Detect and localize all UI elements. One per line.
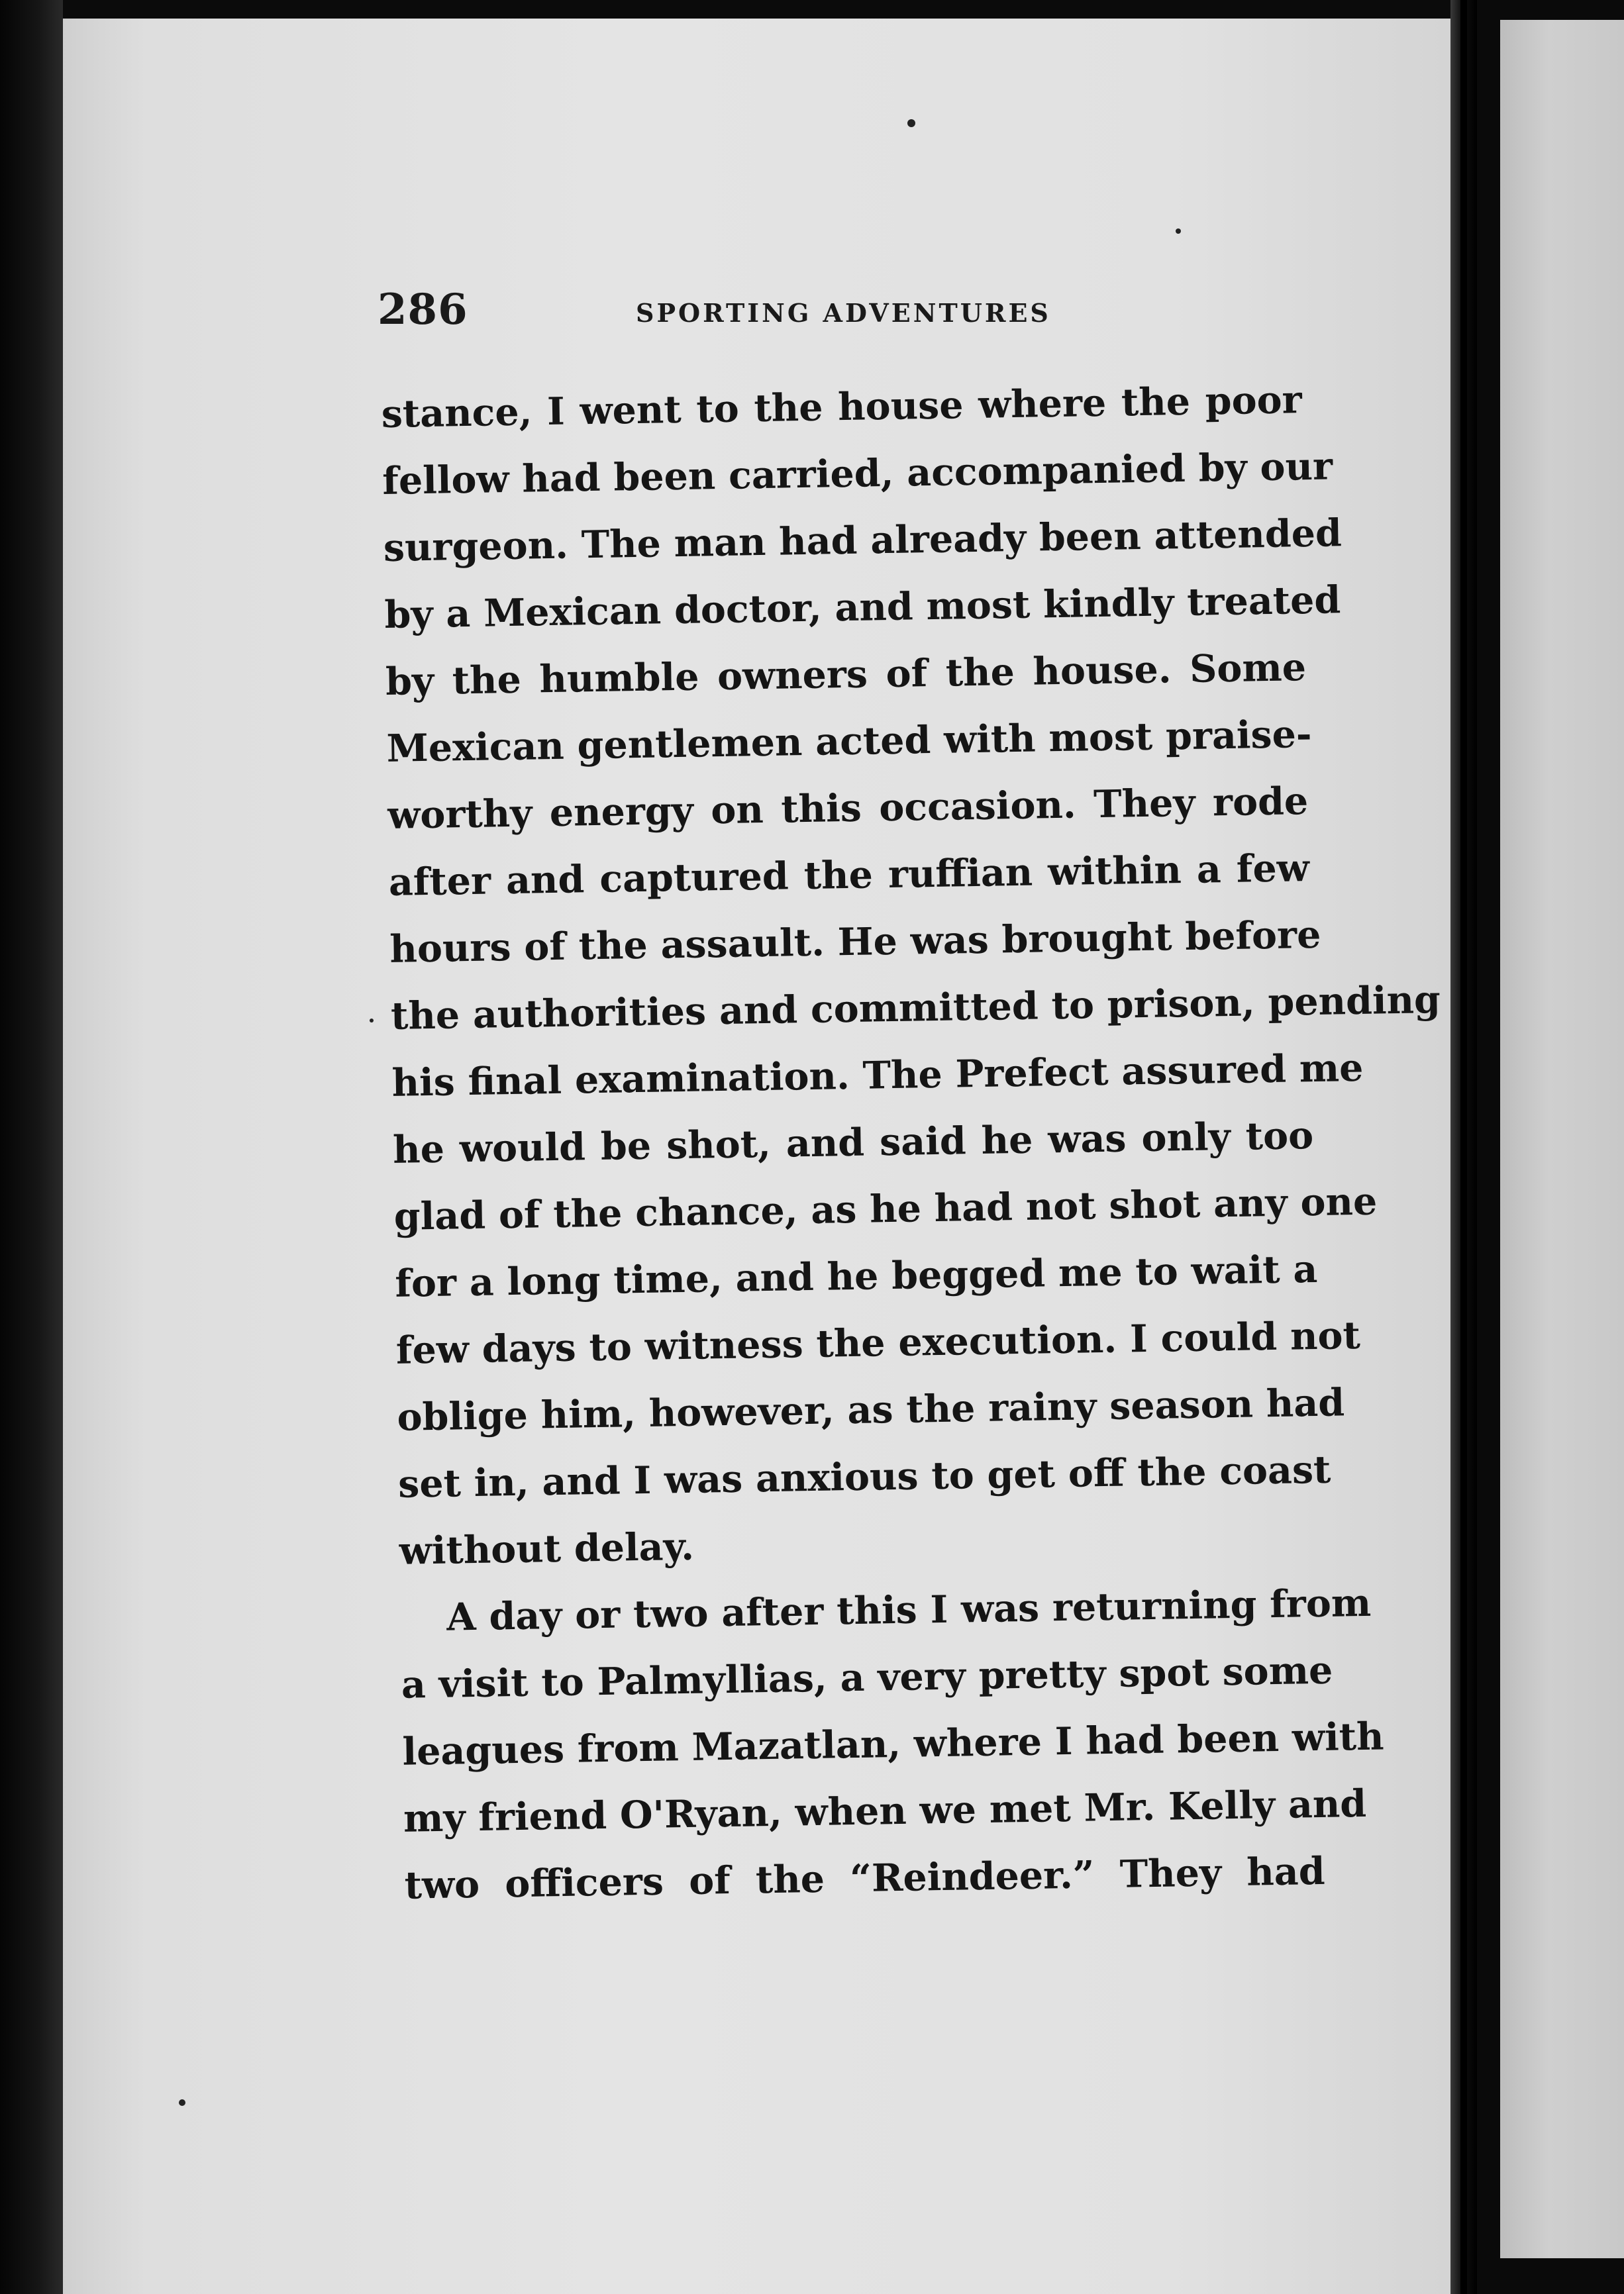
ink-speck: [1176, 228, 1181, 234]
text-line: surgeon. The man had already been attended: [383, 511, 1343, 570]
ink-speck: [370, 1019, 374, 1022]
text-line: Mexican gentlemen acted with most praise-: [386, 711, 1313, 771]
text-line: after and captured the ruffian within a few: [388, 846, 1310, 905]
text-line: few days to witness the execution. I could not: [395, 1313, 1361, 1373]
text-line: stance, I went to the house where the poor: [381, 377, 1303, 436]
ink-speck: [907, 119, 915, 127]
text-line: hours of the assault. He was brought before: [389, 912, 1321, 972]
text-line: worthy energy on this occasion. They rode: [387, 779, 1309, 838]
paragraph-start-line: A day or two after this I was returning from: [446, 1580, 1372, 1640]
text-line: oblige him, however, as the rainy season had: [397, 1380, 1345, 1440]
text-line: he would be shot, and said he was only too: [392, 1113, 1314, 1172]
left-scan-margin: [0, 0, 63, 2294]
running-head: SPORTING ADVENTURES: [636, 298, 1051, 328]
text-line: two officers of the “Reindeer.” They had: [404, 1848, 1326, 1908]
text-line: a visit to Palmyllias, a very pretty spot some: [401, 1648, 1333, 1707]
page-header: [378, 285, 1338, 338]
text-line: his final examination. The Prefect assured me: [391, 1045, 1364, 1105]
text-line: set in, and I was anxious to get off the coast: [397, 1447, 1331, 1507]
text-line: fellow had been carried, accompanied by our: [381, 444, 1333, 503]
text-line: the authorities and committed to prison, pending: [390, 977, 1441, 1038]
text-line: by the humble owners of the house. Some: [385, 645, 1307, 704]
facing-page-strip: [1500, 20, 1624, 2258]
text-line: glad of the chance, as he had not shot any one: [393, 1179, 1378, 1239]
body-text: [381, 366, 1441, 1919]
text-line: for a long time, and he begged me to wait a: [394, 1246, 1318, 1306]
ink-speck: [179, 2099, 185, 2106]
text-line: by a Mexican doctor, and most kindly treated: [384, 577, 1341, 637]
gutter-rule: [1460, 0, 1467, 2294]
paragraph-end-line: without delay.: [399, 1524, 695, 1573]
text-line: leagues from Mazatlan, where I had been with: [401, 1714, 1384, 1774]
page-number: 286: [378, 285, 468, 334]
text-line: my friend O'Ryan, when we met Mr. Kelly and: [403, 1781, 1367, 1841]
